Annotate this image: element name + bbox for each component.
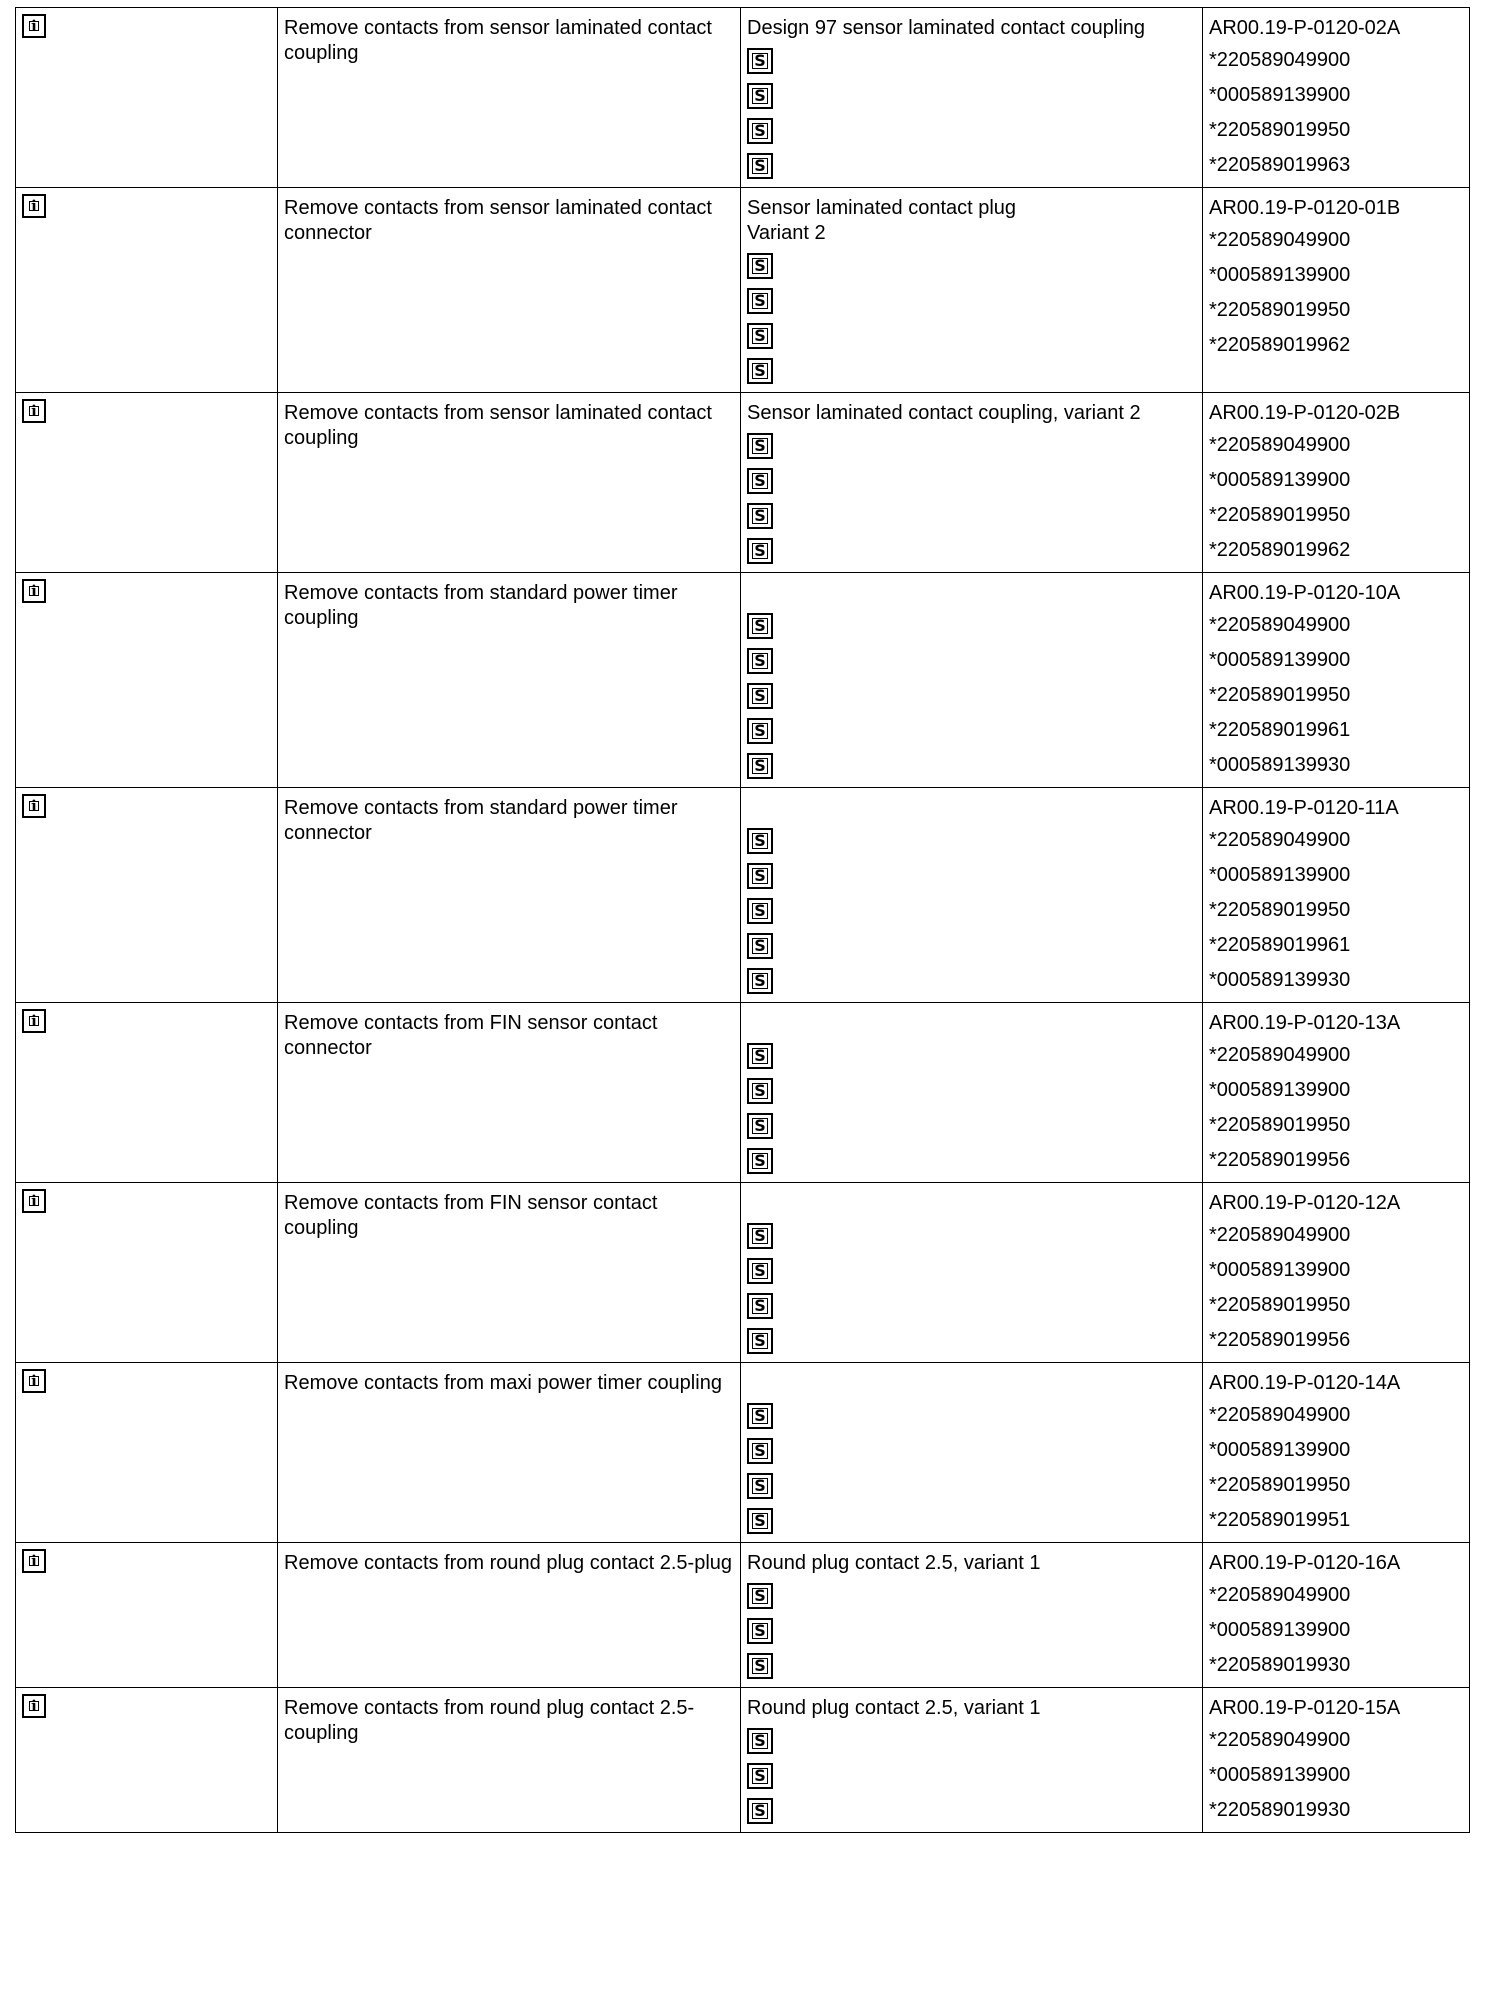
special-tool-icon-glyph: S bbox=[754, 1150, 766, 1170]
info-icon[interactable] bbox=[22, 1369, 46, 1393]
task-description: Remove contacts from round plug contact 2.5-coupling bbox=[284, 1697, 695, 1744]
tool-icon-item bbox=[741, 678, 1202, 713]
special-tool-icon-glyph: S bbox=[754, 120, 766, 140]
task-description: Remove contacts from maxi power timer coupling bbox=[284, 1372, 722, 1394]
tool-number-list bbox=[1203, 1036, 1469, 1182]
procedure-row bbox=[16, 1183, 1470, 1363]
tool-number[interactable]: *220589019956 bbox=[1209, 1149, 1351, 1171]
tool-number[interactable]: *000589139900 bbox=[1209, 1764, 1351, 1786]
condition-text: Sensor laminated contact coupling, variant 2 bbox=[747, 402, 1141, 424]
condition-text bbox=[741, 1183, 1202, 1216]
special-tool-icon[interactable] bbox=[747, 1728, 773, 1754]
procedure-row bbox=[16, 1003, 1470, 1183]
tool-number[interactable]: *220589049900 bbox=[1209, 1584, 1351, 1606]
task-description: Remove contacts from sensor laminated contact coupling bbox=[284, 17, 712, 64]
special-tool-icon[interactable] bbox=[747, 503, 773, 529]
task-description: Remove contacts from FIN sensor contact coupling bbox=[284, 1192, 658, 1239]
task-description: Remove contacts from round plug contact 2.5-plug bbox=[284, 1552, 733, 1574]
task-cell bbox=[278, 188, 741, 393]
tool-number[interactable]: *220589049900 bbox=[1209, 1044, 1351, 1066]
tool-number-list bbox=[1203, 821, 1469, 1002]
tool-icon-item bbox=[741, 428, 1202, 463]
tool-number[interactable]: *220589019950 bbox=[1209, 504, 1351, 526]
special-tool-icon[interactable] bbox=[747, 1293, 773, 1319]
special-tool-icon-glyph: S bbox=[754, 470, 766, 490]
tool-number[interactable]: *220589049900 bbox=[1209, 1729, 1351, 1751]
special-tool-icon-glyph: S bbox=[754, 1080, 766, 1100]
special-tool-icon[interactable] bbox=[747, 1113, 773, 1139]
condition-text bbox=[741, 573, 1202, 606]
condition-cell bbox=[741, 8, 1203, 188]
info-cell bbox=[16, 1003, 278, 1183]
reference-cell bbox=[1203, 788, 1470, 1003]
special-tool-icon[interactable] bbox=[747, 863, 773, 889]
condition-text: Sensor laminated contact plug Variant 2 bbox=[747, 197, 1017, 244]
tool-icon-item bbox=[741, 1143, 1202, 1178]
procedure-row bbox=[16, 188, 1470, 393]
procedure-row bbox=[16, 1363, 1470, 1543]
condition-text bbox=[741, 1363, 1202, 1396]
reference-cell bbox=[1203, 573, 1470, 788]
tool-number-list bbox=[1203, 1396, 1469, 1542]
special-tool-icon[interactable] bbox=[747, 118, 773, 144]
procedure-row bbox=[16, 8, 1470, 188]
reference-link[interactable]: AR00.19-P-0120-14A bbox=[1209, 1372, 1401, 1394]
condition-cell bbox=[741, 1363, 1203, 1543]
reference-cell bbox=[1203, 1543, 1470, 1688]
tool-number[interactable]: *220589049900 bbox=[1209, 829, 1351, 851]
tool-number-list bbox=[1203, 41, 1469, 187]
tool-icon-item bbox=[741, 928, 1202, 963]
tool-number[interactable]: *220589019950 bbox=[1209, 1474, 1351, 1496]
task-cell bbox=[278, 788, 741, 1003]
procedure-row bbox=[16, 573, 1470, 788]
info-icon-glyph: i bbox=[31, 1372, 37, 1390]
tool-number[interactable]: *220589019956 bbox=[1209, 1329, 1351, 1351]
info-icon[interactable] bbox=[22, 1694, 46, 1718]
tool-number[interactable]: *000589139900 bbox=[1209, 1259, 1351, 1281]
special-tool-icon-glyph: S bbox=[754, 1405, 766, 1425]
special-tool-icon-glyph: S bbox=[754, 1440, 766, 1460]
tool-number[interactable]: *220589019950 bbox=[1209, 899, 1351, 921]
tool-icon-item bbox=[741, 893, 1202, 928]
tool-number[interactable]: *220589019950 bbox=[1209, 119, 1351, 141]
tool-number[interactable]: *000589139900 bbox=[1209, 84, 1351, 106]
task-description: Remove contacts from sensor laminated contact connector bbox=[284, 197, 712, 244]
procedure-table-body bbox=[16, 8, 1470, 1833]
special-tool-icon-glyph: S bbox=[754, 755, 766, 775]
condition-cell bbox=[741, 1183, 1203, 1363]
reference-link[interactable]: AR00.19-P-0120-02B bbox=[1209, 402, 1401, 424]
task-cell bbox=[278, 1003, 741, 1183]
tool-number[interactable]: *000589139900 bbox=[1209, 1079, 1351, 1101]
tool-number[interactable]: *000589139930 bbox=[1209, 969, 1351, 991]
reference-link[interactable]: AR00.19-P-0120-10A bbox=[1209, 582, 1401, 604]
special-tool-icon[interactable] bbox=[747, 1223, 773, 1249]
tool-icon-list bbox=[741, 1216, 1202, 1362]
special-tool-icon-glyph: S bbox=[754, 1620, 766, 1640]
special-tool-icon[interactable] bbox=[747, 48, 773, 74]
special-tool-icon[interactable] bbox=[747, 683, 773, 709]
special-tool-icon[interactable] bbox=[747, 538, 773, 564]
tool-number-list bbox=[1203, 221, 1469, 367]
tool-number[interactable]: *000589139900 bbox=[1209, 264, 1351, 286]
special-tool-icon-glyph: S bbox=[754, 435, 766, 455]
special-tool-icon[interactable] bbox=[747, 153, 773, 179]
tool-number-list bbox=[1203, 1216, 1469, 1362]
special-tool-icon-glyph: S bbox=[754, 1585, 766, 1605]
info-icon-glyph: i bbox=[31, 797, 37, 815]
reference-link[interactable]: AR00.19-P-0120-02A bbox=[1209, 17, 1401, 39]
reference-cell bbox=[1203, 1003, 1470, 1183]
condition-text: Round plug contact 2.5, variant 1 bbox=[747, 1552, 1041, 1574]
info-icon-glyph: i bbox=[31, 17, 37, 35]
special-tool-icon-glyph: S bbox=[754, 900, 766, 920]
tool-number[interactable]: *220589049900 bbox=[1209, 1404, 1351, 1426]
procedure-row bbox=[16, 1543, 1470, 1688]
special-tool-icon-glyph: S bbox=[754, 505, 766, 525]
info-cell bbox=[16, 1363, 278, 1543]
condition-text bbox=[741, 788, 1202, 821]
tool-icon-list bbox=[741, 1721, 1202, 1832]
tool-icon-item bbox=[741, 498, 1202, 533]
tool-icon-item bbox=[741, 1578, 1202, 1613]
info-icon-glyph: i bbox=[31, 1697, 37, 1715]
info-icon[interactable] bbox=[22, 1549, 46, 1573]
info-icon-glyph: i bbox=[31, 1552, 37, 1570]
info-cell bbox=[16, 188, 278, 393]
procedure-row bbox=[16, 788, 1470, 1003]
special-tool-icon[interactable] bbox=[747, 1258, 773, 1284]
tool-number[interactable]: *220589019930 bbox=[1209, 1654, 1351, 1676]
tool-icon-list bbox=[741, 606, 1202, 787]
special-tool-icon[interactable] bbox=[747, 613, 773, 639]
tool-icon-list bbox=[741, 1396, 1202, 1542]
special-tool-icon[interactable] bbox=[747, 1763, 773, 1789]
special-tool-icon-glyph: S bbox=[754, 1115, 766, 1135]
tool-number[interactable]: *220589019950 bbox=[1209, 1114, 1351, 1136]
special-tool-icon-glyph: S bbox=[754, 685, 766, 705]
info-icon-glyph: i bbox=[31, 197, 37, 215]
condition-cell bbox=[741, 788, 1203, 1003]
special-tool-icon[interactable] bbox=[747, 323, 773, 349]
tool-icon-item bbox=[741, 78, 1202, 113]
reference-cell bbox=[1203, 1688, 1470, 1833]
tool-number[interactable]: *220589049900 bbox=[1209, 49, 1351, 71]
special-tool-icon-glyph: S bbox=[754, 1800, 766, 1820]
special-tool-icon-glyph: S bbox=[754, 540, 766, 560]
tool-icon-item bbox=[741, 1288, 1202, 1323]
tool-number[interactable]: *220589019961 bbox=[1209, 719, 1351, 741]
tool-icon-item bbox=[741, 1758, 1202, 1793]
tool-icon-item bbox=[741, 533, 1202, 568]
task-description: Remove contacts from sensor laminated contact coupling bbox=[284, 402, 712, 449]
tool-number-list bbox=[1203, 426, 1469, 572]
info-icon-glyph: i bbox=[31, 1012, 37, 1030]
info-cell bbox=[16, 1183, 278, 1363]
special-tool-icon[interactable] bbox=[747, 433, 773, 459]
task-cell bbox=[278, 1543, 741, 1688]
tool-number[interactable]: *220589019950 bbox=[1209, 1294, 1351, 1316]
condition-cell bbox=[741, 1003, 1203, 1183]
special-tool-icon-glyph: S bbox=[754, 970, 766, 990]
info-icon[interactable] bbox=[22, 1009, 46, 1033]
condition-text: Round plug contact 2.5, variant 1 bbox=[747, 1697, 1041, 1719]
tool-icon-item bbox=[741, 248, 1202, 283]
special-tool-icon[interactable] bbox=[747, 1043, 773, 1069]
special-tool-icon[interactable] bbox=[747, 968, 773, 994]
tool-icon-list bbox=[741, 41, 1202, 187]
task-description: Remove contacts from standard power timer coupling bbox=[284, 582, 678, 629]
tool-number[interactable]: *220589019951 bbox=[1209, 1509, 1351, 1531]
reference-cell bbox=[1203, 1183, 1470, 1363]
tool-icon-list bbox=[741, 1036, 1202, 1182]
condition-cell bbox=[741, 188, 1203, 393]
info-icon-glyph: i bbox=[31, 402, 37, 420]
special-tool-icon-glyph: S bbox=[754, 1510, 766, 1530]
tool-number-list bbox=[1203, 1576, 1469, 1687]
special-tool-icon[interactable] bbox=[747, 468, 773, 494]
tool-icon-item bbox=[741, 1038, 1202, 1073]
tool-icon-item bbox=[741, 1433, 1202, 1468]
special-tool-icon-glyph: S bbox=[754, 1225, 766, 1245]
tool-icon-item bbox=[741, 643, 1202, 678]
tool-icon-item bbox=[741, 43, 1202, 78]
task-description: Remove contacts from FIN sensor contact connector bbox=[284, 1012, 658, 1059]
special-tool-icon-glyph: S bbox=[754, 1330, 766, 1350]
reference-link[interactable]: AR00.19-P-0120-13A bbox=[1209, 1012, 1401, 1034]
tool-number[interactable]: *220589049900 bbox=[1209, 1224, 1351, 1246]
tool-icon-item bbox=[741, 113, 1202, 148]
tool-number-list bbox=[1203, 606, 1469, 787]
tool-icon-item bbox=[741, 1793, 1202, 1828]
special-tool-icon-glyph: S bbox=[754, 720, 766, 740]
tool-number[interactable]: *220589019962 bbox=[1209, 334, 1351, 356]
tool-number[interactable]: *220589049900 bbox=[1209, 229, 1351, 251]
reference-cell bbox=[1203, 393, 1470, 573]
reference-cell bbox=[1203, 8, 1470, 188]
special-tool-icon-glyph: S bbox=[754, 255, 766, 275]
tool-icon-list bbox=[741, 1576, 1202, 1687]
tool-icon-item bbox=[741, 748, 1202, 783]
special-tool-icon-glyph: S bbox=[754, 865, 766, 885]
info-cell bbox=[16, 1688, 278, 1833]
tool-icon-item bbox=[741, 1398, 1202, 1433]
tool-number[interactable]: *000589139900 bbox=[1209, 469, 1351, 491]
tool-number[interactable]: *000589139900 bbox=[1209, 1619, 1351, 1641]
task-cell bbox=[278, 393, 741, 573]
info-icon[interactable] bbox=[22, 1189, 46, 1213]
tool-number[interactable]: *220589019930 bbox=[1209, 1799, 1351, 1821]
info-icon[interactable] bbox=[22, 194, 46, 218]
special-tool-icon[interactable] bbox=[747, 83, 773, 109]
condition-cell bbox=[741, 393, 1203, 573]
condition-cell bbox=[741, 1688, 1203, 1833]
reference-cell bbox=[1203, 188, 1470, 393]
tool-icon-item bbox=[741, 148, 1202, 183]
tool-icon-item bbox=[741, 1073, 1202, 1108]
tool-icon-item bbox=[741, 1253, 1202, 1288]
special-tool-icon-glyph: S bbox=[754, 50, 766, 70]
tool-icon-item bbox=[741, 1613, 1202, 1648]
condition-cell bbox=[741, 1543, 1203, 1688]
tool-number[interactable]: *000589139900 bbox=[1209, 649, 1351, 671]
special-tool-icon[interactable] bbox=[747, 288, 773, 314]
tool-icon-list bbox=[741, 821, 1202, 1002]
special-tool-icon[interactable] bbox=[747, 648, 773, 674]
special-tool-icon[interactable] bbox=[747, 718, 773, 744]
special-tool-icon-glyph: S bbox=[754, 830, 766, 850]
tool-icon-item bbox=[741, 858, 1202, 893]
special-tool-icon-glyph: S bbox=[754, 1655, 766, 1675]
condition-cell bbox=[741, 573, 1203, 788]
tool-number[interactable]: *220589049900 bbox=[1209, 434, 1351, 456]
special-tool-icon-glyph: S bbox=[754, 1475, 766, 1495]
reference-link[interactable]: AR00.19-P-0120-15A bbox=[1209, 1697, 1401, 1719]
reference-link[interactable]: AR00.19-P-0120-12A bbox=[1209, 1192, 1401, 1214]
reference-link[interactable]: AR00.19-P-0120-01B bbox=[1209, 197, 1401, 219]
special-tool-icon[interactable] bbox=[747, 1148, 773, 1174]
reference-link[interactable]: AR00.19-P-0120-16A bbox=[1209, 1552, 1401, 1574]
special-tool-icon[interactable] bbox=[747, 1078, 773, 1104]
info-cell bbox=[16, 393, 278, 573]
tool-number[interactable]: *000589139930 bbox=[1209, 754, 1351, 776]
tool-number[interactable]: *000589139900 bbox=[1209, 1439, 1351, 1461]
special-tool-icon-glyph: S bbox=[754, 155, 766, 175]
tool-icon-item bbox=[741, 353, 1202, 388]
special-tool-icon[interactable] bbox=[747, 1473, 773, 1499]
special-tool-icon-glyph: S bbox=[754, 650, 766, 670]
task-description: Remove contacts from standard power timer connector bbox=[284, 797, 678, 844]
tool-icon-item bbox=[741, 1468, 1202, 1503]
task-cell bbox=[278, 1688, 741, 1833]
tool-icon-item bbox=[741, 1323, 1202, 1358]
info-icon-glyph: i bbox=[31, 1192, 37, 1210]
special-tool-icon[interactable] bbox=[747, 1798, 773, 1824]
info-cell bbox=[16, 1543, 278, 1688]
tool-number[interactable]: *220589019950 bbox=[1209, 299, 1351, 321]
special-tool-icon-glyph: S bbox=[754, 325, 766, 345]
special-tool-icon[interactable] bbox=[747, 253, 773, 279]
info-icon[interactable] bbox=[22, 399, 46, 423]
task-cell bbox=[278, 1183, 741, 1363]
tool-icon-item bbox=[741, 963, 1202, 998]
condition-text bbox=[741, 1003, 1202, 1036]
info-cell bbox=[16, 8, 278, 188]
tool-icon-item bbox=[741, 1648, 1202, 1683]
tool-icon-item bbox=[741, 283, 1202, 318]
special-tool-icon[interactable] bbox=[747, 898, 773, 924]
special-tool-icon[interactable] bbox=[747, 1328, 773, 1354]
special-tool-icon[interactable] bbox=[747, 828, 773, 854]
task-cell bbox=[278, 573, 741, 788]
special-tool-icon-glyph: S bbox=[754, 85, 766, 105]
task-cell bbox=[278, 8, 741, 188]
special-tool-icon-glyph: S bbox=[754, 1730, 766, 1750]
tool-icon-item bbox=[741, 1108, 1202, 1143]
special-tool-icon[interactable] bbox=[747, 1403, 773, 1429]
info-icon[interactable] bbox=[22, 14, 46, 38]
tool-number-list bbox=[1203, 1721, 1469, 1832]
tool-icon-item bbox=[741, 1723, 1202, 1758]
special-tool-icon[interactable] bbox=[747, 1508, 773, 1534]
tool-icon-item bbox=[741, 823, 1202, 858]
special-tool-icon-glyph: S bbox=[754, 615, 766, 635]
special-tool-icon[interactable] bbox=[747, 1618, 773, 1644]
info-cell bbox=[16, 788, 278, 1003]
special-tool-icon[interactable] bbox=[747, 1653, 773, 1679]
tool-number[interactable]: *000589139900 bbox=[1209, 864, 1351, 886]
tool-icon-list bbox=[741, 246, 1202, 392]
reference-cell bbox=[1203, 1363, 1470, 1543]
tool-number[interactable]: *220589019950 bbox=[1209, 684, 1351, 706]
special-tool-icon-glyph: S bbox=[754, 290, 766, 310]
special-tool-icon[interactable] bbox=[747, 1583, 773, 1609]
info-cell bbox=[16, 573, 278, 788]
tool-icon-item bbox=[741, 1503, 1202, 1538]
info-icon-glyph: i bbox=[31, 582, 37, 600]
special-tool-icon-glyph: S bbox=[754, 1045, 766, 1065]
special-tool-icon-glyph: S bbox=[754, 360, 766, 380]
tool-number[interactable]: *220589049900 bbox=[1209, 614, 1351, 636]
tool-number[interactable]: *220589019963 bbox=[1209, 154, 1351, 176]
special-tool-icon[interactable] bbox=[747, 1438, 773, 1464]
procedure-table bbox=[15, 7, 1470, 1833]
tool-icon-list bbox=[741, 426, 1202, 572]
tool-icon-item bbox=[741, 1218, 1202, 1253]
condition-text: Design 97 sensor laminated contact coupling bbox=[747, 17, 1146, 39]
special-tool-icon[interactable] bbox=[747, 753, 773, 779]
info-icon[interactable] bbox=[22, 579, 46, 603]
special-tool-icon-glyph: S bbox=[754, 1295, 766, 1315]
tool-icon-item bbox=[741, 713, 1202, 748]
tool-icon-item bbox=[741, 318, 1202, 353]
special-tool-icon[interactable] bbox=[747, 933, 773, 959]
special-tool-icon-glyph: S bbox=[754, 1765, 766, 1785]
task-cell bbox=[278, 1363, 741, 1543]
procedure-row bbox=[16, 1688, 1470, 1833]
reference-link[interactable]: AR00.19-P-0120-11A bbox=[1209, 797, 1399, 819]
tool-number[interactable]: *220589019961 bbox=[1209, 934, 1351, 956]
procedure-row bbox=[16, 393, 1470, 573]
special-tool-icon[interactable] bbox=[747, 358, 773, 384]
tool-icon-item bbox=[741, 608, 1202, 643]
tool-number[interactable]: *220589019962 bbox=[1209, 539, 1351, 561]
special-tool-icon-glyph: S bbox=[754, 935, 766, 955]
special-tool-icon-glyph: S bbox=[754, 1260, 766, 1280]
info-icon[interactable] bbox=[22, 794, 46, 818]
tool-icon-item bbox=[741, 463, 1202, 498]
